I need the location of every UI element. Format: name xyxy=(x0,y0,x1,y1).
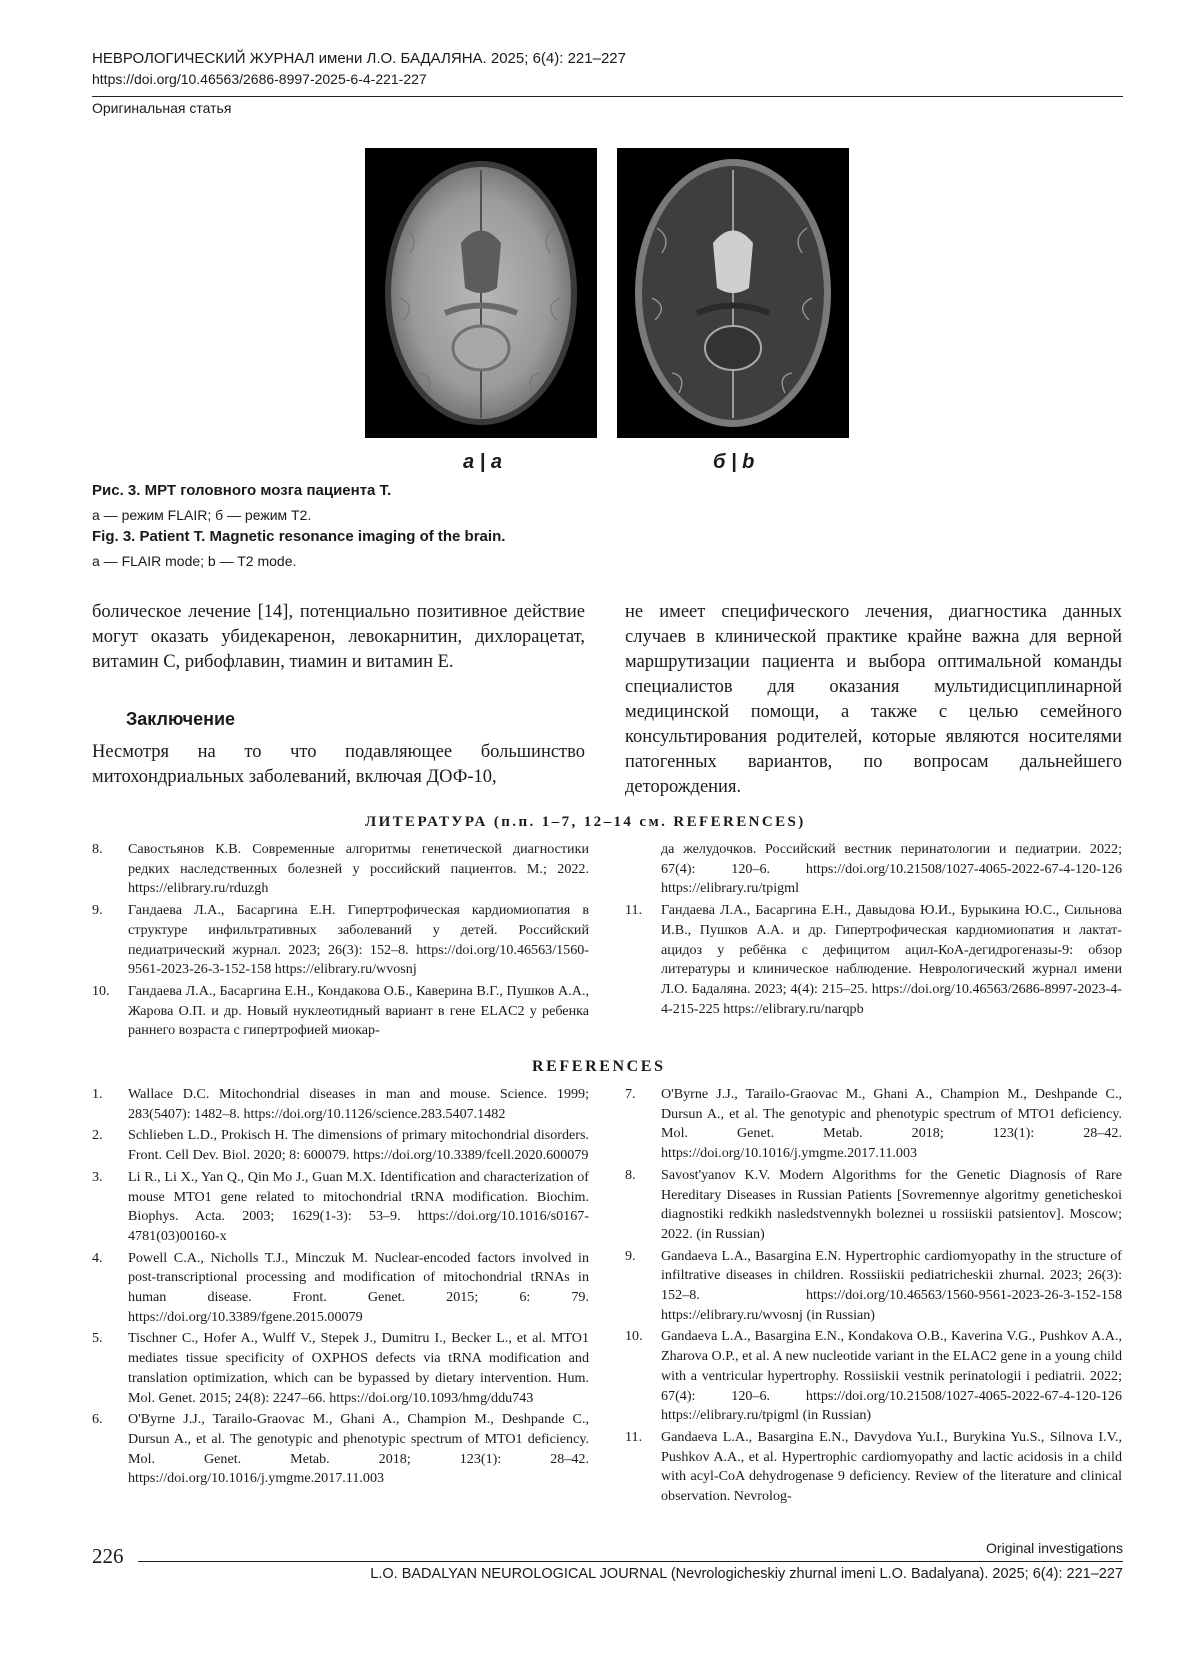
header-rule xyxy=(92,96,1123,97)
reference-number: 11. xyxy=(625,902,643,919)
reference-text: Гандаева Л.А., Басаргина Е.Н., Давыдова Ю.И., Бурыкина Ю.С., Сильнова И.В., Пушков А.А. и др. Гипертрофическая кардиомиопатия и лактат-ацидоз у ребёнка с дефицитом ацил-КоА-дегидрогеназы-9: обзор литературы и клиническое наблюдение. Неврологический журнал имени Л.О. Бадаляна. 2023; 4(4): 215–25. https://doi.org/10.46563/2686-8997-2023-4-4-215-225 https://elibrary.ru/narqpb xyxy=(661,902,1122,1017)
reference-number: 7. xyxy=(625,1086,636,1102)
reference-item xyxy=(92,982,589,1041)
reference-item xyxy=(92,840,589,899)
references-heading: REFERENCES xyxy=(532,1058,666,1075)
reference-text: Гандаева Л.А., Басаргина Е.Н., Кондакова О.Б., Каверина В.Г., Пушков А.А., Жарова О.П. и др. Новый нуклеотидный вариант в гене ELAC2 у ребенка раннего возраста с гипертрофией миокар- xyxy=(128,982,589,1039)
reference-item xyxy=(92,901,589,980)
reference-item xyxy=(625,1166,1122,1245)
conclusion-heading: Заключение xyxy=(126,709,236,729)
reference-number: 5. xyxy=(92,1330,103,1347)
mri-flair-image xyxy=(365,148,597,438)
reference-text: O'Byrne J.J., Tarailo-Graovac M., Ghani A., Champion M., Deshpande C., Dursun A., et al. The genotypic and phenotypic spectrum of MTO1 deficiency. Mol. Genet. Metab. 2018; 123(1): 28–42. https://doi.org/10.1016/j.ymgme.2017.11.003 xyxy=(128,1411,589,1487)
footer-rule xyxy=(138,1561,1123,1562)
section-label: Оригинальная статья xyxy=(92,100,232,116)
caption-en-sub: a — FLAIR mode; b — T2 mode. xyxy=(92,553,297,569)
reference-text: да желудочков. Российский вестник перинатологии и педиатрии. 2022; 67(4): 120–6. https://doi.org/10.21508/1027-4065-2022-67-4-120-126 https://elibrary.ru/tpigml xyxy=(661,841,1122,897)
reference-item xyxy=(92,1329,589,1408)
reference-number: 11. xyxy=(625,1428,643,1445)
reference-number: 2. xyxy=(92,1127,103,1144)
reference-number: 8. xyxy=(92,841,103,857)
reference-text: Schlieben L.D., Prokisch H. The dimensions of primary mitochondrial disorders. Front. Cell Dev. Biol. 2020; 8: 600079. https://doi.org/10.3389/fcell.2020.600079 xyxy=(128,1127,589,1164)
body-left-para1: болическое лечение [14], потенциально позитивное действие могут оказать убидекаренон, левокарнитин, дихлорацетат, витамин С, рибофлавин, тиамин и витамин Е. xyxy=(92,602,585,672)
reference-text: Tischner C., Hofer A., Wulff V., Stepek J., Dumitru I., Becker L., et al. MTO1 mediates tissue specificity of OXPHOS defects via tRNA modification and translation optimization, which can be bypassed by dietary intervention. Hum. Mol. Genet. 2015; 24(8): 2247–66. https://doi.org/10.1093/hmg/ddu743 xyxy=(128,1330,589,1406)
reference-text: Li R., Li X., Yan Q., Qin Mo J., Guan M.X. Identification and characterization of mouse MTO1 gene related to mitochondrial tRNA modification. Biochim. Biophys. Acta. 2003; 1629(1-3): 53–9. https://doi.org/10.1016/s0167-4781(03)00160-x xyxy=(128,1168,589,1244)
reference-item xyxy=(92,1249,589,1328)
reference-item xyxy=(92,1410,589,1489)
figure-label-a: а | a xyxy=(463,451,502,473)
reference-text: Савостьянов К.В. Современные алгоритмы генетической диагностики редких наследственных болезней у российский пациентов. М.; 2022. https://elibrary.ru/rduzgh xyxy=(128,841,589,897)
reference-text: Savost'yanov K.V. Modern Algorithms for the Genetic Diagnosis of Rare Hereditary Diseases in Russian Patients [Sovremennye algoritmy geneticheskoi diagnostiki redkikh nasledstvennykh boleznei u rossiiskii patsientov]. Moscow; 2022. (in Russian) xyxy=(661,1166,1122,1242)
literature-right-list xyxy=(625,840,1122,1021)
reference-item xyxy=(625,901,1122,1019)
reference-number: 4. xyxy=(92,1249,103,1266)
reference-item xyxy=(92,1126,589,1165)
references-right-list xyxy=(625,1085,1122,1509)
reference-text: Гандаева Л.А., Басаргина Е.Н. Гипертрофическая кардиомиопатия в структуре инфильтративных заболеваний у детей. Российский педиатрический журнал. 2023; 26(3): 152–8. https://doi.org/10.46563/1560-9561-2023-26-3-152-158 https://elibrary.ru/wvosnj xyxy=(128,902,589,978)
reference-text: Gandaeva L.A., Basargina E.N., Davydova Yu.I., Burykina Yu.S., Silnova I.V., Pushkov A.A., et al. Hypertrophic cardiomyopathy and lactic acidosis in a child with acyl-CoA dehydrogenase 9 deficiency. Review of the literature and clinical observation. Nevrolog- xyxy=(661,1428,1122,1505)
reference-number: 9. xyxy=(92,902,103,919)
footer-journal: L.O. BADALYAN NEUROLOGICAL JOURNAL (Nevrologicheskiy zhurnal imeni L.O. Badalyana). 2025; 6(4): 221–227 xyxy=(370,1566,1123,1582)
reference-text: Powell C.A., Nicholls T.J., Minczuk M. Nuclear-encoded factors involved in post-transcriptional processing and modification of mitochondrial tRNAs in human disease. Front. Genet. 2015; 6: 79. https://doi.org/10.3389/fgene.2015.00079 xyxy=(128,1249,589,1325)
reference-text: Gandaeva L.A., Basargina E.N. Hypertrophic cardiomyopathy in the structure of infiltrative diseases in children. Rossiiskii pediatricheskii zhurnal. 2023; 26(3): 152–8. https://doi.org/10.46563/1560-9561-2023-26-3-152-158 https://elibrary.ru/wvosnj (in Russian) xyxy=(661,1247,1122,1323)
reference-item xyxy=(625,1327,1122,1426)
reference-item xyxy=(625,1428,1122,1507)
figure-label-b: б | b xyxy=(713,451,755,473)
mri-t2-image xyxy=(617,148,849,438)
reference-item xyxy=(625,840,1122,899)
article-doi[interactable]: https://doi.org/10.46563/2686-8997-2025-6-4-221-227 xyxy=(92,71,427,87)
literature-left-list xyxy=(92,840,589,1043)
body-right-para: не имеет специфического лечения, диагностика данных случаев в клинической практике крайне важна для верной маршрутизации пациента и выбора оптимальной команды специалистов для оказания мультидисциплинарной медицинской помощи, а также с целью семейного консультирования родителей, которые являются носителями патогенных вариантов, по вопросам дальнейшего деторождения. xyxy=(625,602,1122,797)
reference-text: O'Byrne J.J., Tarailo-Graovac M., Ghani A., Champion M., Deshpande C., Dursun A., et al. The genotypic and phenotypic spectrum of MTO1 deficiency. Mol. Genet. Metab. 2018; 123(1): 28–42. https://doi.org/10.1016/j.ymgme.2017.11.003 xyxy=(661,1086,1122,1162)
body-left-para2: Несмотря на то что подавляющее большинство митохондриальных заболеваний, включая ДОФ-10, xyxy=(92,742,585,787)
reference-item xyxy=(625,1247,1122,1326)
reference-item xyxy=(92,1168,589,1247)
caption-ru-sub: а — режим FLAIR; б — режим Т2. xyxy=(92,507,312,523)
reference-number: 6. xyxy=(92,1411,103,1428)
reference-number: 9. xyxy=(625,1247,636,1264)
caption-en-title: Fig. 3. Patient T. Magnetic resonance imaging of the brain. xyxy=(92,528,506,545)
footer-section: Original investigations xyxy=(986,1540,1123,1556)
reference-number: 1. xyxy=(92,1086,103,1102)
reference-item xyxy=(625,1085,1122,1164)
caption-ru-title: Рис. 3. МРТ головного мозга пациента Т. xyxy=(92,482,392,499)
literature-heading: ЛИТЕРАТУРА (п.п. 1–7, 12–14 см. REFERENCES) xyxy=(365,814,806,830)
reference-text: Wallace D.C. Mitochondrial diseases in man and mouse. Science. 1999; 283(5407): 1482–8. https://doi.org/10.1126/science.283.5407.1482 xyxy=(128,1086,589,1122)
page-number: 226 xyxy=(92,1544,124,1568)
reference-number: 3. xyxy=(92,1168,103,1185)
references-left-list xyxy=(92,1085,589,1491)
reference-number: 8. xyxy=(625,1166,636,1183)
reference-number: 10. xyxy=(625,1328,643,1345)
reference-item xyxy=(92,1085,589,1124)
journal-header: НЕВРОЛОГИЧЕСКИЙ ЖУРНАЛ имени Л.О. БАДАЛЯНА. 2025; 6(4): 221–227 xyxy=(92,50,626,67)
reference-number: 10. xyxy=(92,982,110,999)
reference-text: Gandaeva L.A., Basargina E.N., Kondakova O.B., Kaverina V.G., Pushkov A.A., Zharova O.P., et al. A new nucleotide variant in the ELAC2 gene in a young child with a ventricular hypertrophy. Rossiiskii vestnik perinatologii i pediatrii. 2022; 67(4): 120–6. https://doi.org/10.21508/1027-4065-2022-67-4-120-126 https://elibrary.ru/tpigml (in Russian) xyxy=(661,1328,1122,1424)
